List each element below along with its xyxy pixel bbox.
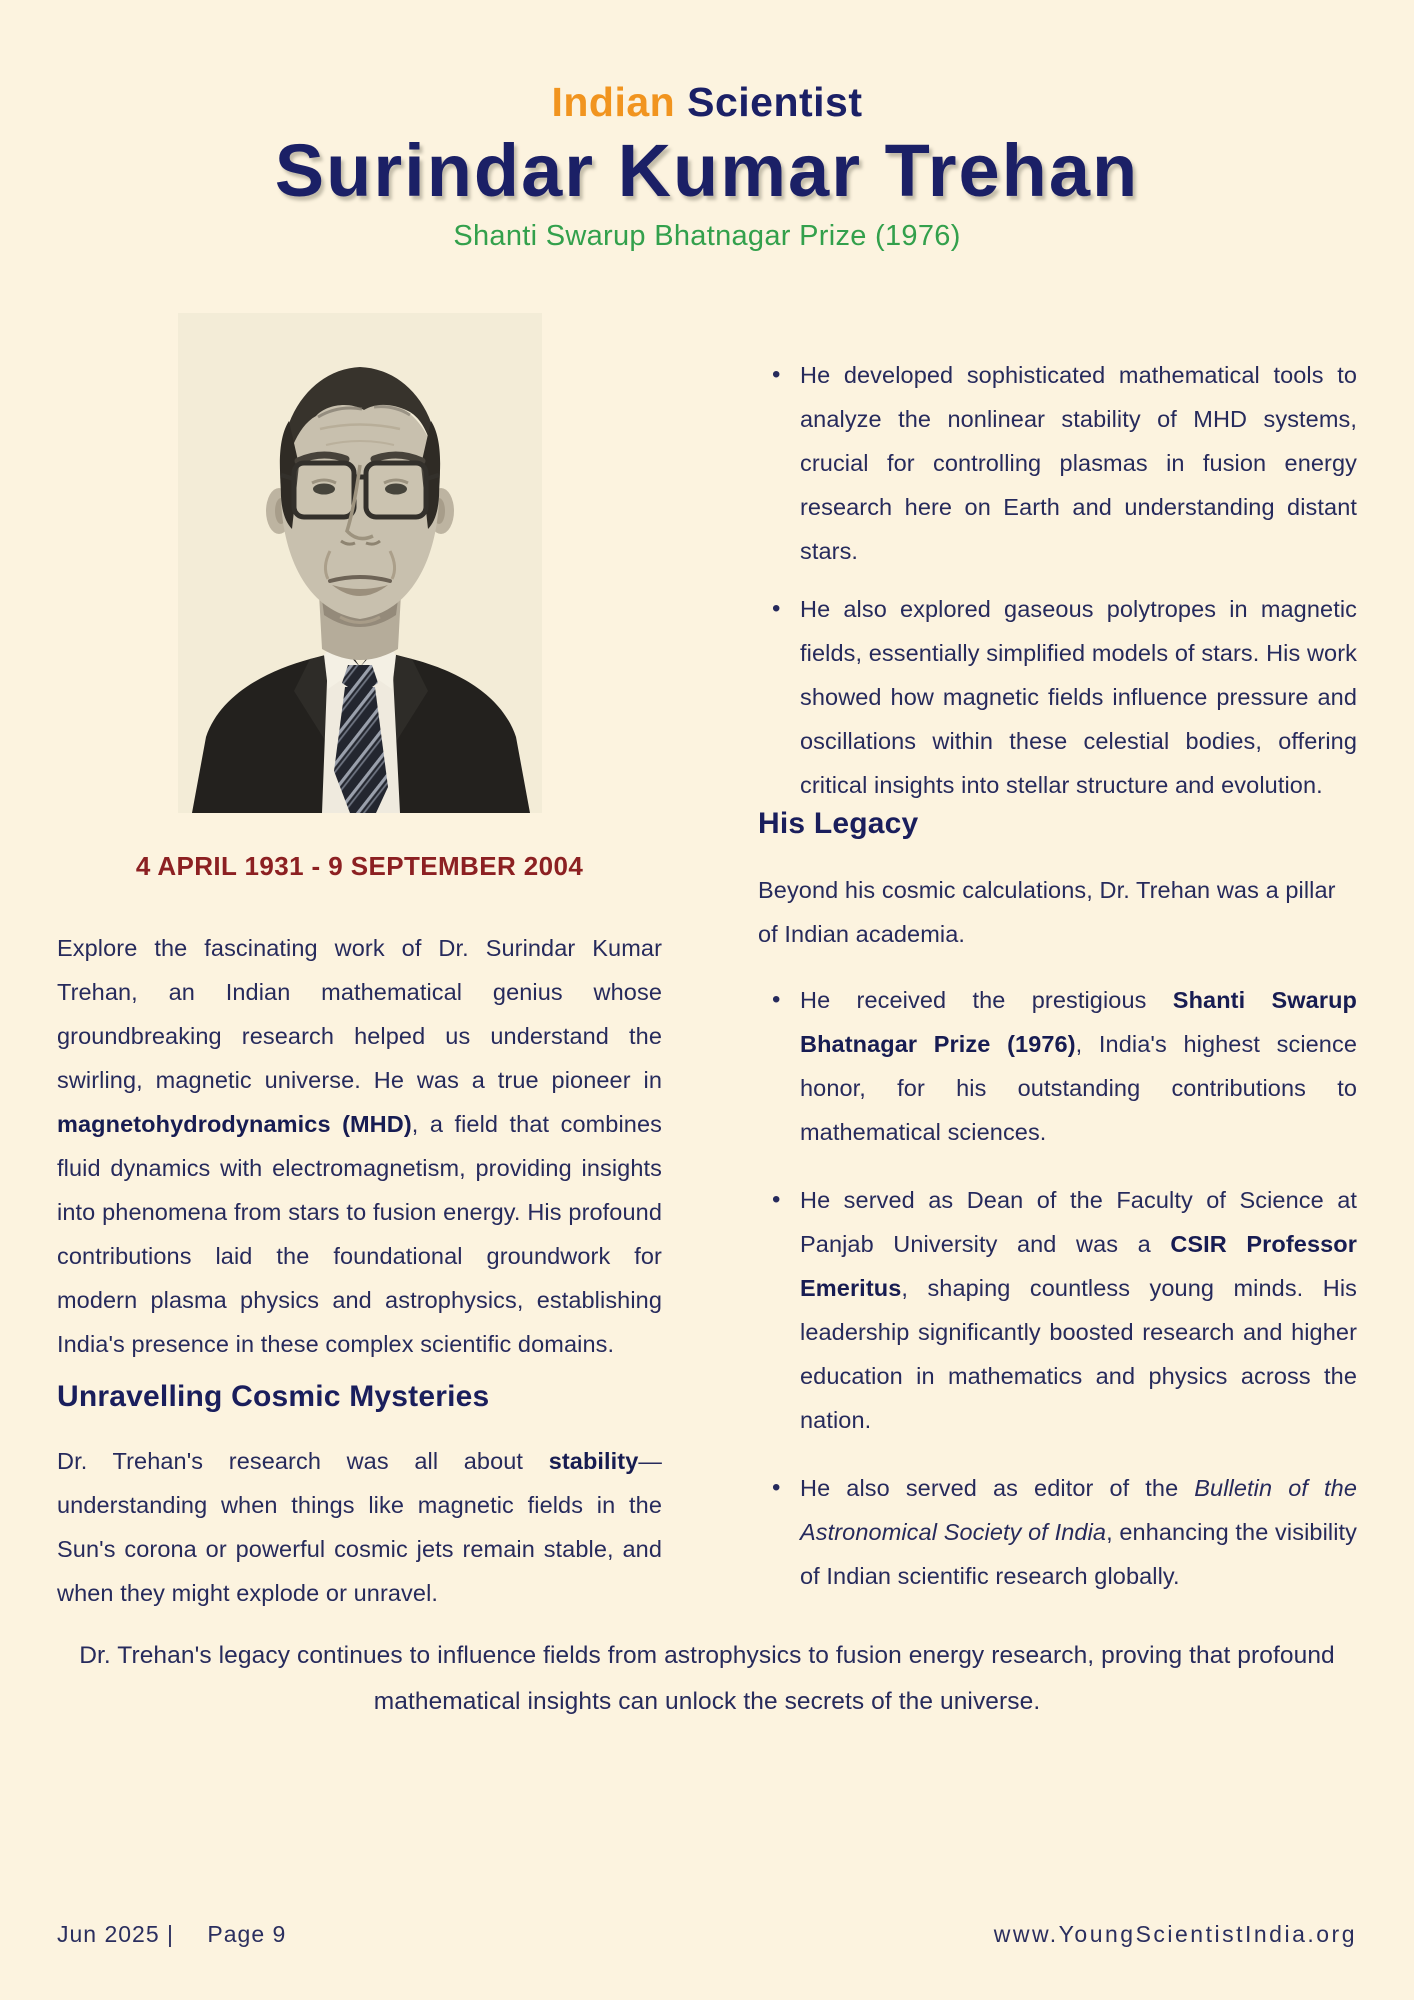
right-column [758,305,1357,1615]
section-heading-his-legacy: His Legacy [758,807,919,841]
intro-paragraph: Explore the fascinating work of Dr. Surindar Kumar Trehan, an Indian mathematical genius whose groundbreaking research helped us understand the swirling, magnetic universe. He was a true pioneer in magnetohydrodynamics (MHD), a field that combines fluid dynamics with electromagnetism, providing insights into phenomena from stars to fusion energy. His profound contributions laid the foundational groundwork for modern plasma physics and astrophysics, establishing India's presence in these complex scientific domains. [57,935,662,1358]
bullet-dean-csir: • He served as Dean of the Faculty of Science at Panjab University and was a CSIR Professor Emeritus, shaping countless young minds. His leadership significantly boosted research and higher education in mathematics and physics across the nation. [758,1178,1357,1442]
stability-paragraph: Dr. Trehan's research was all about stability—understanding when things like magnetic fields in the Sun's corona or powerful cosmic jets remain stable, and when they might explode or unravel. [57,1448,662,1607]
footer-website-url: www.YoungScientistIndia.org [993,1921,1357,1947]
left-column [57,305,662,1615]
series-title-word-indian: Indian [551,79,676,125]
footer-page-number: Page 9 [207,1921,287,1947]
life-dates: 4 APRIL 1931 - 9 SEPTEMBER 2004 [135,851,584,882]
footer-issue-page [57,1921,286,1948]
section-heading-cosmic-mysteries: Unravelling Cosmic Mysteries [57,1380,490,1414]
bullet-bulletin-editor: • He also served as editor of the Bulletin of the Astronomical Society of India, enhancing the visibility of Indian scientific research globally. [758,1466,1357,1598]
page-header [57,79,1357,253]
series-title-word-scientist: Scientist [687,79,863,125]
content-columns [57,305,1357,1615]
column-gap [662,305,758,1615]
bullet-gaseous-polytropes: • He also explored gaseous polytropes in magnetic fields, essentially simplified models of stars. His work showed how magnetic fields influence pressure and oscillations within these celestial bodies, offering critical insights into stellar structure and evolution. [758,587,1357,807]
closing-paragraph: Dr. Trehan's legacy continues to influence fields from astrophysics to fusion energy research, proving that profound mathematical insights can unlock the secrets of the universe. [79,1642,1335,1716]
scientist-portrait-illustration [178,313,542,813]
legacy-intro-paragraph: Beyond his cosmic calculations, Dr. Trehan was a pillar of Indian academia. [758,877,1336,948]
series-title [57,79,1357,125]
page-footer [57,1921,1357,1948]
bullet-bhatnagar-prize: • He received the prestigious Shanti Swarup Bhatnagar Prize (1976), India's highest science honor, for his outstanding contributions to mathematical sciences. [758,978,1357,1154]
research-bullet-list [758,353,1357,807]
scientist-name-title: Surindar Kumar Trehan [274,129,1140,212]
prize-subtitle: Shanti Swarup Bhatnagar Prize (1976) [453,220,961,253]
bullet-mhd-tools: • He developed sophisticated mathematical tools to analyze the nonlinear stability of MHD systems, crucial for controlling plasmas in fusion energy research here on Earth and understanding distant stars. [758,353,1357,573]
footer-issue-date: Jun 2025 | [57,1921,175,1947]
scientist-photo [178,313,542,813]
legacy-bullet-list [758,978,1357,1598]
